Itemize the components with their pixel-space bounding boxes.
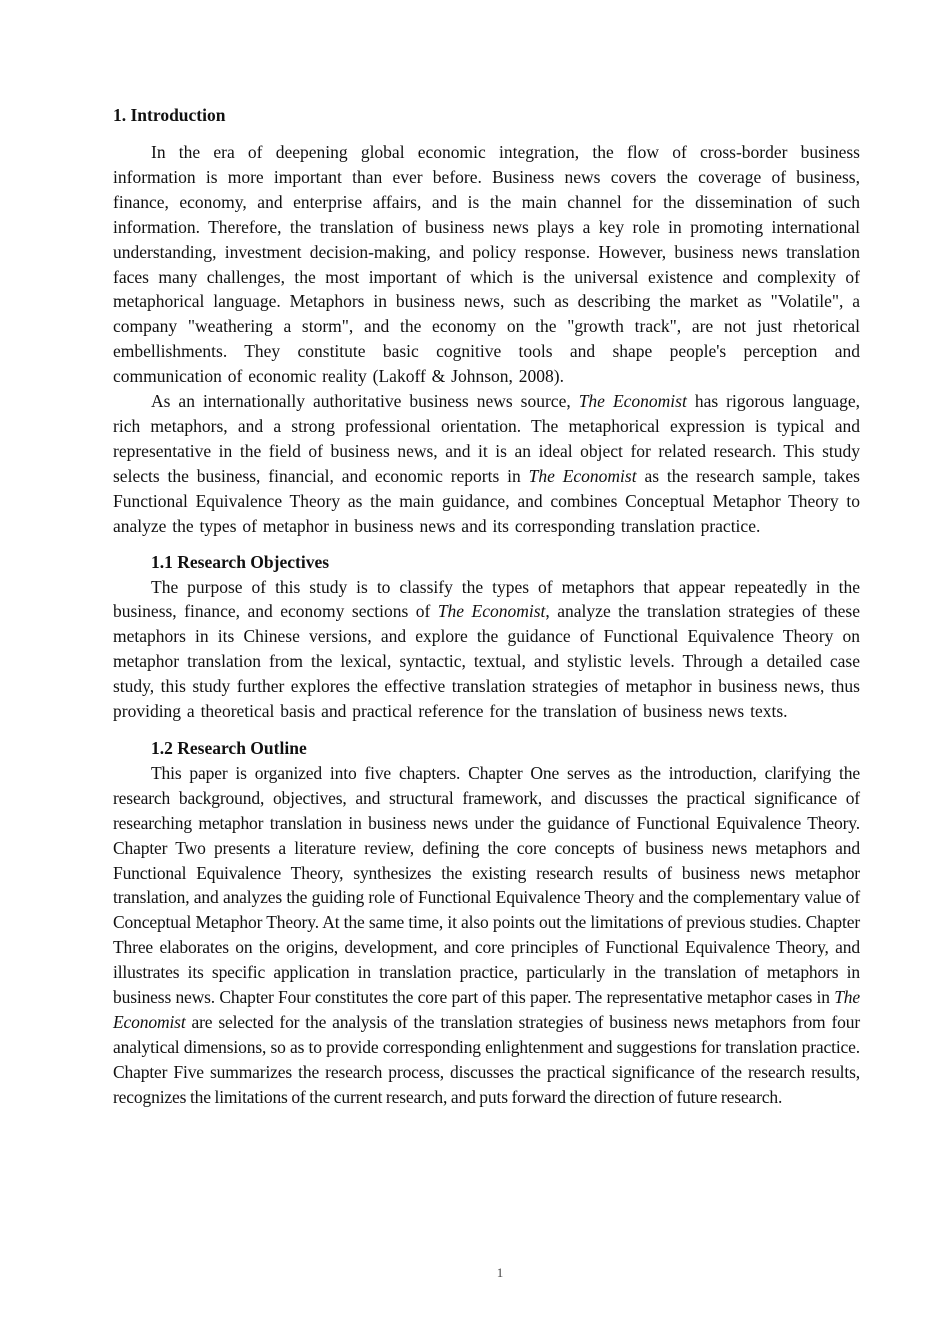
journal-title: The Economist <box>578 391 687 412</box>
page-number: 1 <box>496 1265 504 1280</box>
introduction-paragraph-2 <box>113 389 860 538</box>
document-page <box>113 103 860 1110</box>
intro-p2-text-a: As an internationally authoritative business news source, <box>151 391 579 412</box>
journal-title: The Economist <box>437 601 546 622</box>
journal-title: The Economist <box>528 465 637 486</box>
objectives-text-b: , analyze the translation strategies of these metaphors in its Chinese versions, and explore the guidance of Functional Equivalence Theory on metaphor translation from the lexical, syntactic, textual, and stylistic levels. Through a detailed case study, this study further explores the effective translation strategies of metaphor in business news, thus providing a theoretical basis and practical reference for the translation of business news texts. <box>113 601 860 722</box>
journal-title: The Economist <box>113 987 860 1032</box>
subsection-heading-research-objectives: 1.1 Research Objectives <box>151 551 330 572</box>
outline-text-a: This paper is organized into five chapters. Chapter One serves as the introduction, clarifying the research background, objectives, and structural framework, and discusses the practical significance of researching metaphor translation in business news under the guidance of Functional Equivalence Theory. Chapter Two presents a literature review, defining the core concepts of business news metaphors and Functional Equivalence Theory, synthesizes the existing research results of business news metaphor translation, and analyzes the guiding role of Functional Equivalence Theory and the complementary value of Conceptual Metaphor Theory. At the same time, it also points out the limitations of previous studies. Chapter Three elaborates on the origins, development, and core principles of Functional Equivalence Theory, and illustrates its specific application in translation practice, particularly in the translation of metaphors in business news. Chapter Four constitutes the core part of this paper. The representative metaphor cases in <box>113 762 860 1008</box>
research-outline-paragraph <box>113 761 860 1110</box>
introduction-paragraph-1: In the era of deepening global economic integration, the flow of cross-border business information is more important than ever before. Business news covers the coverage of business, finance, economy, and enterprise affairs, and is the main channel for the dissemination of such information. Therefore, the translation of business news plays a key role in promoting international understanding, investment decision-making, and policy response. However, business news translation faces many challenges, the most important of which is the universal existence and complexity of metaphorical language. Metaphors in business news, such as describing the market as "Volatile", a company "weathering a storm", and the economy on the "growth track", are not just rhetorical embellishments. They constitute basic cognitive tools and shape people's perception and communication of economic reality (Lakoff & Johnson, 2008). <box>113 142 860 387</box>
intro-p2-text-b: has rigorous language, rich metaphors, and a strong professional orientation. The metaphorical expression is typical and representative in the field of business news, and it is an ideal object for related research. This study selects the business, financial, and economic reports in <box>113 391 860 486</box>
intro-p2-text-c: as the research sample, takes Functional Equivalence Theory as the main guidance, and combines Conceptual Metaphor Theory to analyze the types of metaphor in business news and its corresponding translation practice. <box>113 465 860 536</box>
subsection-heading-research-outline: 1.2 Research Outline <box>151 737 307 758</box>
objectives-text-a: The purpose of this study is to classify the types of metaphors that appear repeatedly in the business, finance, and economy sections of <box>113 576 860 622</box>
research-objectives-paragraph <box>113 575 860 724</box>
section-heading-introduction: 1. Introduction <box>113 105 226 125</box>
outline-text-b: are selected for the analysis of the translation strategies of business news metaphors from four analytical dimensions, so as to provide corresponding enlightenment and suggestions for translation practice. Chapter Five summarizes the research process, discusses the practical significance of the research results, recognizes the limitations of the current research, and puts forward the direction of future research. <box>113 1012 860 1107</box>
